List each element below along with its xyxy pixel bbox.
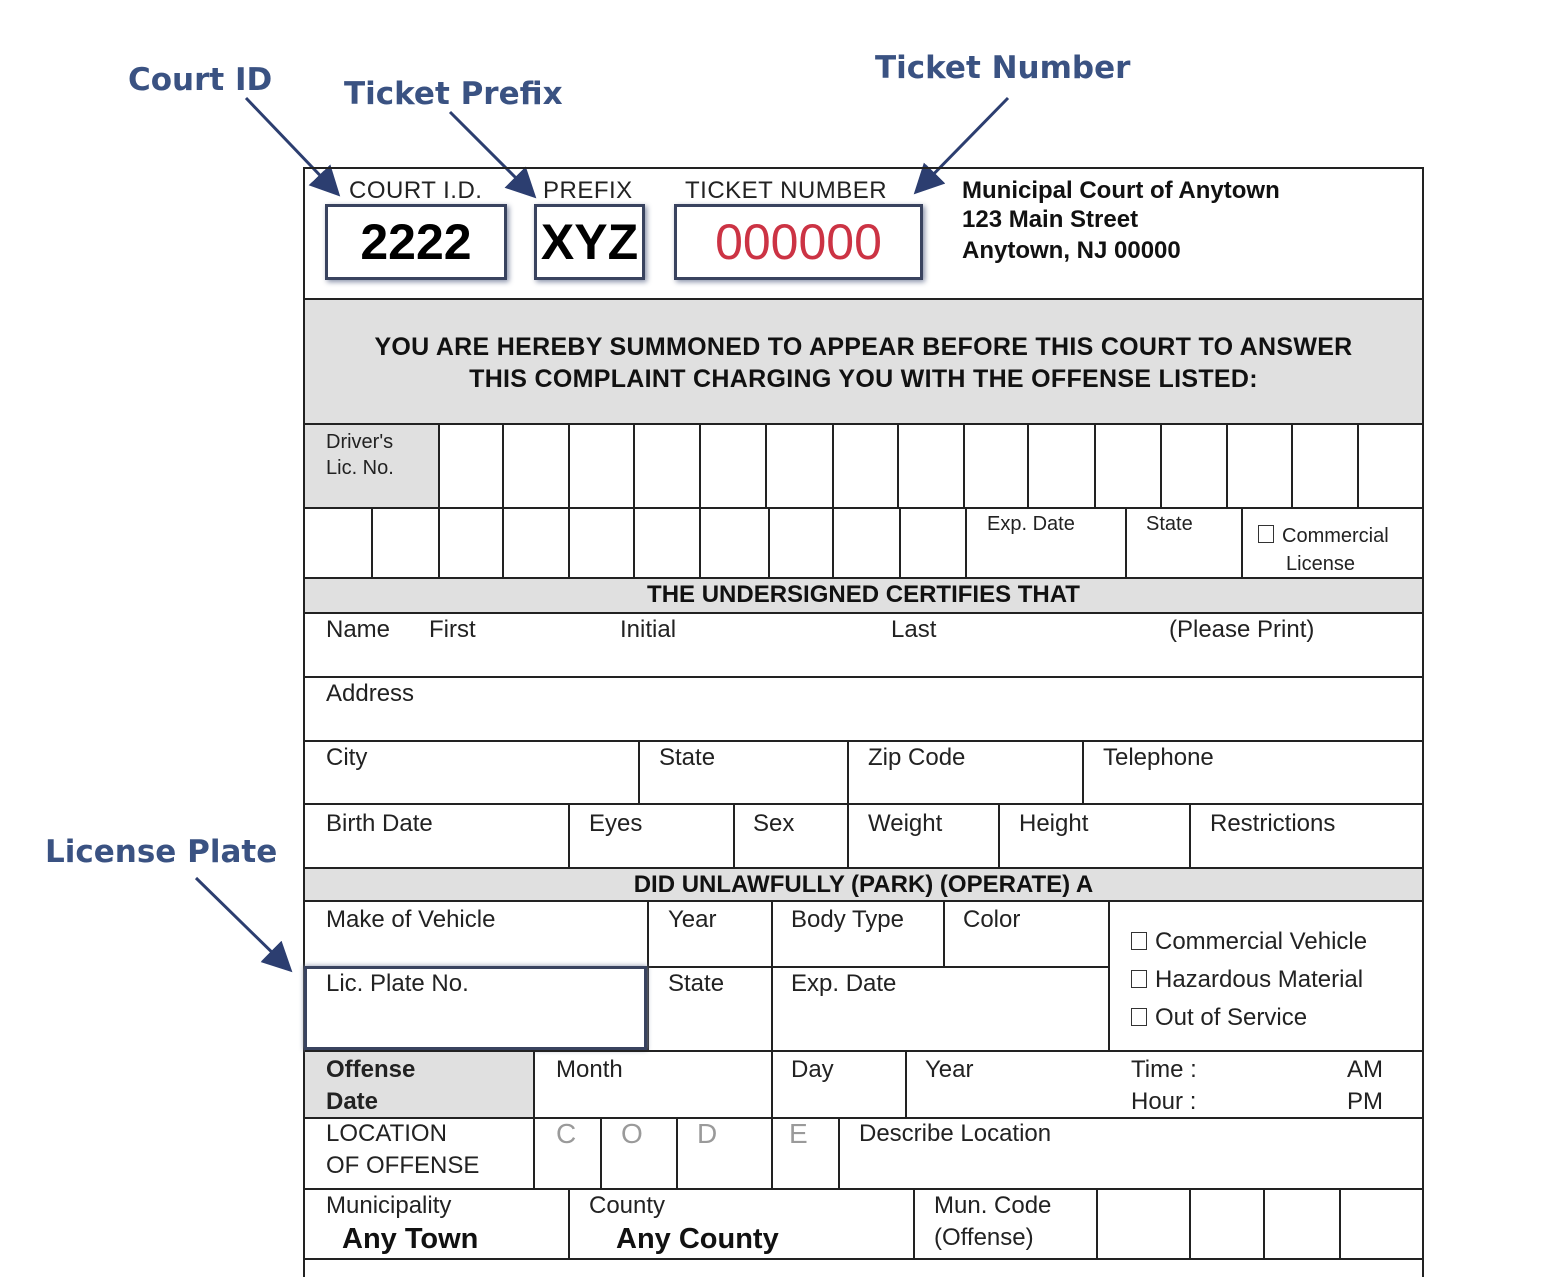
code-letter-o: O — [621, 1118, 643, 1149]
court-id-field[interactable]: 2222 — [325, 204, 507, 280]
court-id-label: COURT I.D. — [349, 177, 483, 204]
telephone-label: Telephone — [1103, 744, 1214, 771]
mun-code-label-2: (Offense) — [934, 1224, 1034, 1251]
commercial-vehicle-label: Commercial Vehicle — [1155, 928, 1368, 955]
hazardous-material-label: Hazardous Material — [1155, 966, 1364, 993]
offense-month-label: Month — [556, 1056, 623, 1083]
municipality-value[interactable]: Any Town — [342, 1223, 479, 1255]
time-label: Time : — [1131, 1056, 1197, 1083]
ticket-number-field[interactable]: 000000 — [674, 204, 923, 280]
address-label: Address — [326, 680, 415, 707]
callout-license-plate: License Plate — [45, 834, 278, 870]
code-letter-d: D — [697, 1118, 718, 1149]
code-letter-e: E — [789, 1118, 808, 1149]
summons-form — [303, 167, 1424, 1277]
city-label: City — [326, 744, 368, 771]
out-of-service-checkbox[interactable] — [1131, 1002, 1307, 1033]
color-label: Color — [963, 906, 1021, 933]
eyes-label: Eyes — [589, 810, 643, 837]
court-name: Municipal Court of Anytown — [962, 177, 1280, 204]
first-name-label: First — [429, 616, 476, 643]
offense-year-label: Year — [925, 1056, 974, 1083]
am-label[interactable]: AM — [1347, 1056, 1383, 1083]
name-field[interactable] — [305, 639, 1422, 675]
offense-date-label-2: Date — [326, 1088, 379, 1115]
ticket-number-label: TICKET NUMBER — [685, 177, 888, 204]
zip-code-label: Zip Code — [868, 744, 966, 771]
last-name-label: Last — [891, 616, 937, 643]
certifies-band-text: THE UNDERSIGNED CERTIFIES THAT — [647, 581, 1080, 608]
vehicle-year-label: Year — [668, 906, 717, 933]
commercial-license-label-1: Commercial — [1282, 525, 1389, 547]
checkbox-icon — [1131, 932, 1147, 950]
municipality-label: Municipality — [326, 1192, 452, 1219]
checkbox-icon — [1131, 970, 1147, 988]
plate-state-label: State — [668, 970, 725, 997]
initial-label: Initial — [620, 616, 677, 643]
drivers-lic-label-2: Lic. No. — [326, 457, 394, 479]
plate-exp-date-label: Exp. Date — [791, 970, 897, 997]
callout-ticket-number: Ticket Number — [875, 50, 1131, 86]
describe-location-label: Describe Location — [859, 1120, 1052, 1147]
sex-label: Sex — [753, 810, 795, 837]
height-label: Height — [1019, 810, 1089, 837]
birth-date-label: Birth Date — [326, 810, 433, 837]
hazardous-material-checkbox[interactable] — [1131, 964, 1363, 995]
callout-court-id: Court ID — [128, 62, 273, 98]
please-print-label: (Please Print) — [1169, 616, 1315, 643]
court-city: Anytown, NJ 00000 — [962, 237, 1181, 264]
lic-plate-field[interactable] — [304, 966, 647, 1050]
offense-day-label: Day — [791, 1056, 834, 1083]
drivers-lic-label-1: Driver's — [326, 431, 394, 453]
body-type-label: Body Type — [791, 906, 904, 933]
address-field[interactable] — [305, 705, 1422, 739]
pm-label[interactable]: PM — [1347, 1088, 1383, 1115]
weight-label: Weight — [868, 810, 943, 837]
prefix-field[interactable]: XYZ — [534, 204, 645, 280]
summons-line-2: THIS COMPLAINT CHARGING YOU WITH THE OFFENSE LISTED: — [469, 365, 1258, 393]
checkbox-icon — [1258, 525, 1274, 543]
commercial-license-checkbox[interactable] — [1258, 523, 1389, 549]
prefix-label: PREFIX — [543, 177, 633, 204]
checkbox-icon — [1131, 1008, 1147, 1026]
license-exp-date-label: Exp. Date — [987, 513, 1075, 535]
location-label-2: OF OFFENSE — [326, 1152, 480, 1179]
license-state-label: State — [1146, 513, 1193, 535]
court-street: 123 Main Street — [962, 206, 1139, 233]
arrow-license-plate — [196, 878, 286, 966]
offense-date-label-1: Offense — [326, 1056, 416, 1083]
callout-ticket-prefix: Ticket Prefix — [344, 76, 563, 112]
county-value[interactable]: Any County — [616, 1223, 779, 1255]
county-label: County — [589, 1192, 666, 1219]
out-of-service-label: Out of Service — [1155, 1004, 1308, 1031]
commercial-vehicle-checkbox[interactable] — [1131, 926, 1367, 957]
vehicle-band-text: DID UNLAWFULLY (PARK) (OPERATE) A — [633, 871, 1094, 898]
restrictions-label: Restrictions — [1210, 810, 1336, 837]
summons-line-1: YOU ARE HEREBY SUMMONED TO APPEAR BEFORE THIS COURT TO ANSWER — [374, 333, 1353, 361]
name-label: Name — [326, 616, 391, 643]
code-letter-c: C — [556, 1118, 577, 1149]
commercial-license-label-2: License — [1286, 553, 1355, 575]
state-label: State — [659, 744, 716, 771]
lic-plate-label: Lic. Plate No. — [326, 970, 469, 997]
make-of-vehicle-label: Make of Vehicle — [326, 906, 496, 933]
mun-code-label-1: Mun. Code — [934, 1192, 1052, 1219]
location-label-1: LOCATION — [326, 1120, 447, 1147]
hour-label: Hour : — [1131, 1088, 1197, 1115]
